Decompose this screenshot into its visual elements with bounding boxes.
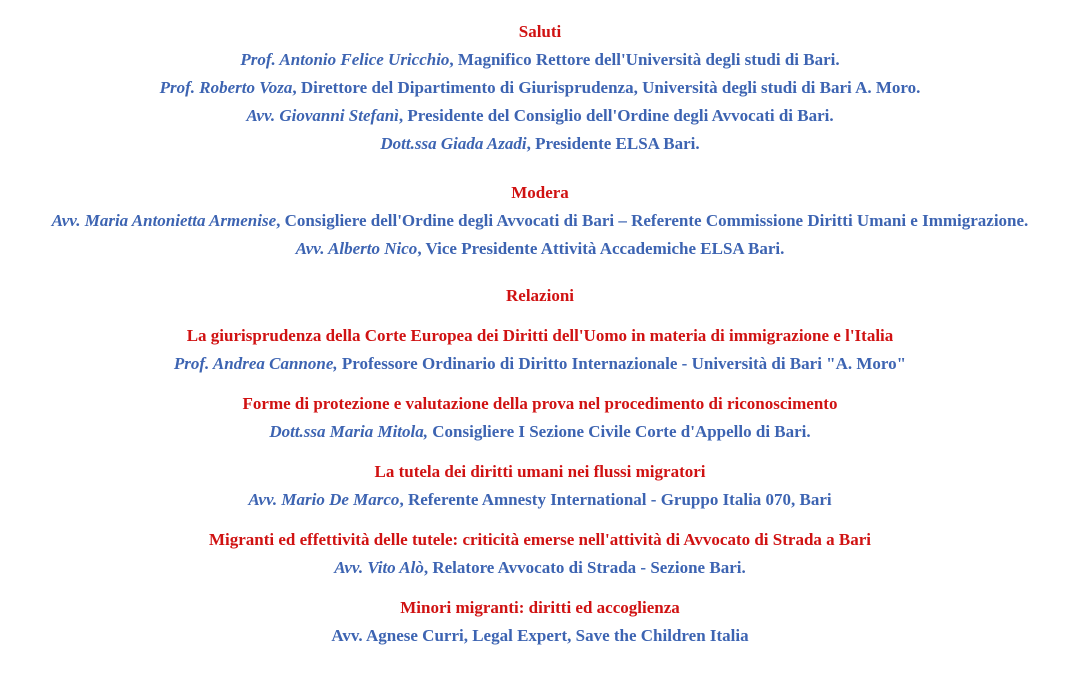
speaker-line-stefani [35, 104, 1045, 127]
talk-forme-di-protezione [35, 392, 1045, 443]
speaker-name: Avv. Alberto Nico [295, 239, 418, 258]
speaker-role: , Consigliere dell'Ordine degli Avvocati di Bari – Referente Commissione Diritti Umani e Immigrazione. [276, 211, 1029, 230]
speaker-name: Prof. Andrea Cannone, [173, 354, 338, 373]
speaker-role: Professore Ordinario di Diritto Internazionale - Università di Bari "A. Moro" [337, 354, 907, 373]
speaker-role: , Direttore del Dipartimento di Giurisprudenza, Università degli studi di Bari A. Moro. [292, 78, 921, 97]
speaker-role: , Relatore Avvocato di Strada - Sezione Bari. [423, 558, 746, 577]
talk-title: Forme di protezione e valutazione della prova nel procedimento di riconoscimento [242, 394, 838, 413]
talk-title: Migranti ed effettività delle tutele: criticità emerse nell'attività di Avvocato di Strada a Bari [208, 530, 872, 549]
speaker-role: , Referente Amnesty International - Gruppo Italia 070, Bari [399, 490, 832, 509]
talk-migranti-effettivita [35, 528, 1045, 579]
section-heading-modera: Modera [511, 183, 569, 202]
speaker-role: , Presidente del Consiglio dell'Ordine degli Avvocati di Bari. [398, 106, 834, 125]
talk-speaker-line [35, 624, 1045, 647]
speaker-line-voza [35, 76, 1045, 99]
speaker-role: , Magnifico Rettore dell'Università degli studi di Bari. [449, 50, 840, 69]
speaker-name: Prof. Antonio Felice Uricchio [240, 50, 450, 69]
talk-speaker-line [35, 420, 1045, 443]
speaker-line-azadi [35, 132, 1045, 155]
talk-cedu-immigrazione [35, 324, 1045, 375]
speaker-name: Avv. Giovanni Stefanì [246, 106, 399, 125]
speaker-role: , Legal Expert, Save the Children Italia [463, 626, 749, 645]
talk-title: Minori migranti: diritti ed accoglienza [400, 598, 680, 617]
speaker-role: , Presidente ELSA Bari. [526, 134, 700, 153]
speaker-name: Avv. Maria Antonietta Armenise [51, 211, 277, 230]
speaker-name: Dott.ssa Giada Azadi [380, 134, 527, 153]
speaker-name: Avv. Mario De Marco [248, 490, 400, 509]
speaker-line-uricchio [35, 48, 1045, 71]
speaker-role: , Vice Presidente Attività Accademiche ELSA Bari. [417, 239, 785, 258]
talk-title: La tutela dei diritti umani nei flussi migratori [374, 462, 706, 481]
talk-speaker-line [35, 488, 1045, 511]
talk-title: La giurisprudenza della Corte Europea dei Diritti dell'Uomo in materia di immigrazione e l'Italia [186, 326, 894, 345]
speaker-name: Prof. Roberto Voza [159, 78, 293, 97]
speaker-name: Avv. Vito Alò [334, 558, 424, 577]
speaker-line-armenise [35, 209, 1045, 232]
program-content [35, 20, 1045, 647]
section-heading-relazioni: Relazioni [506, 286, 574, 305]
talk-minori-migranti [35, 596, 1045, 647]
speaker-line-nico [35, 237, 1045, 260]
talk-speaker-line [35, 556, 1045, 579]
speaker-name: Avv. Agnese Curri [331, 626, 464, 645]
talk-tutela-diritti-umani [35, 460, 1045, 511]
talk-speaker-line [35, 352, 1045, 375]
speaker-role: Consigliere I Sezione Civile Corte d'Appello di Bari. [428, 422, 811, 441]
speaker-name: Dott.ssa Maria Mitola, [269, 422, 429, 441]
section-heading-saluti: Saluti [518, 22, 562, 41]
